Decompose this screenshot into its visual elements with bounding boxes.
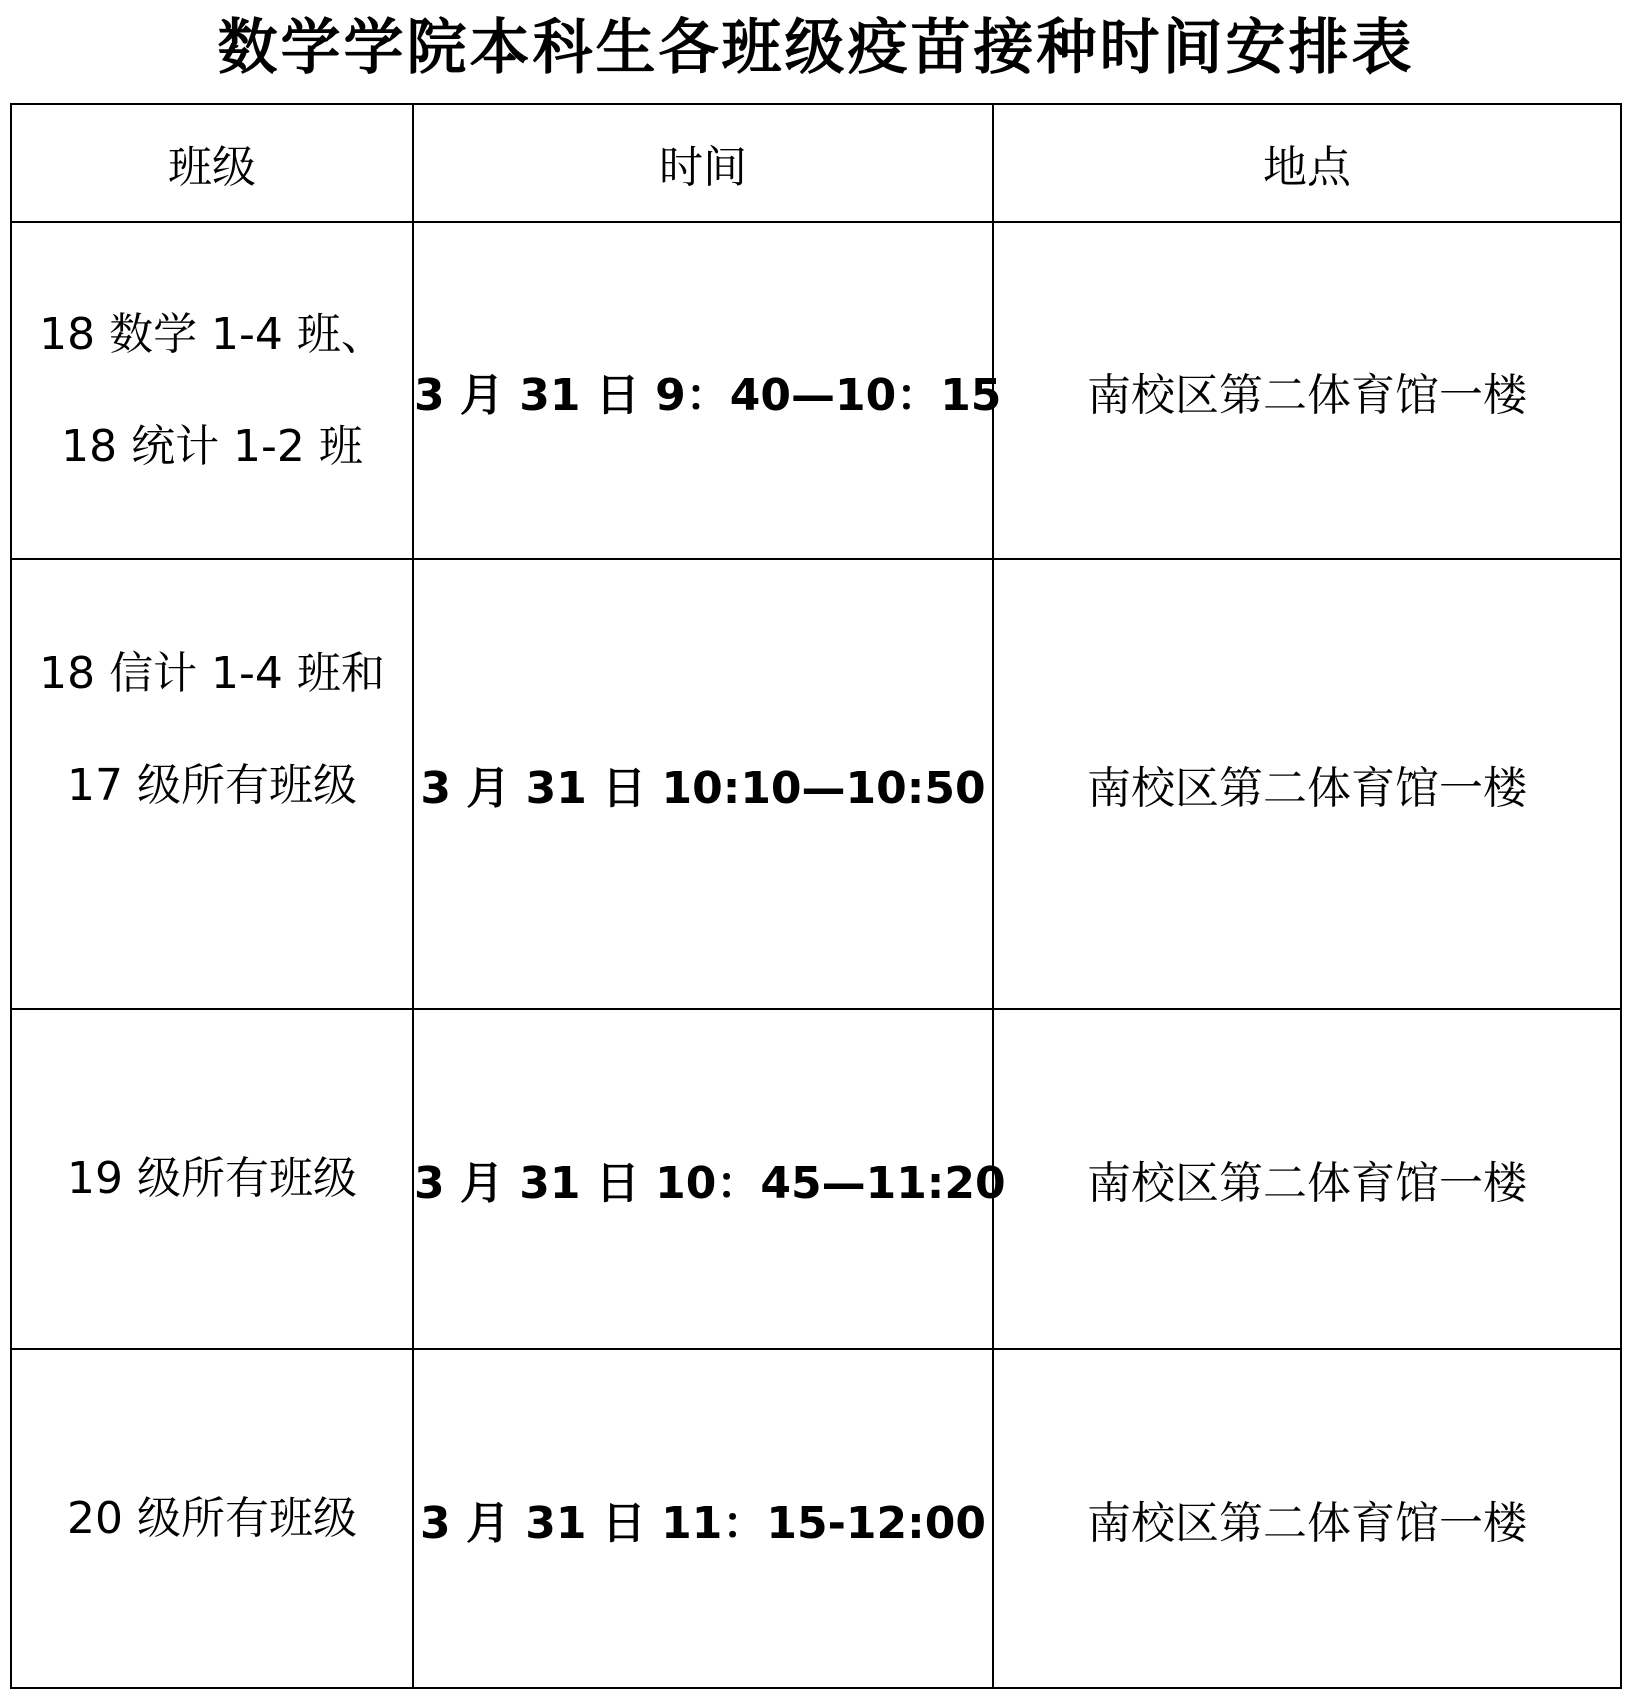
time-cell: 3 月 31 日 10:10—10:50 — [413, 559, 993, 1009]
class-line: 18 信计 1-4 班和 — [39, 648, 385, 699]
header-place: 地点 — [993, 104, 1621, 222]
table-row — [11, 222, 1621, 559]
table-row — [11, 1009, 1621, 1349]
time-cell: 3 月 31 日 9：40—10：15 — [413, 222, 993, 559]
place-cell: 南校区第二体育馆一楼 — [993, 1009, 1621, 1349]
class-cell — [11, 559, 413, 1009]
place-cell: 南校区第二体育馆一楼 — [993, 222, 1621, 559]
class-line: 19 级所有班级 — [67, 1153, 357, 1204]
header-time: 时间 — [413, 104, 993, 222]
header-row — [11, 104, 1621, 222]
time-cell: 3 月 31 日 10：45—11:20 — [413, 1009, 993, 1349]
time-cell: 3 月 31 日 11：15-12:00 — [413, 1349, 993, 1688]
table-row — [11, 1349, 1621, 1688]
page-title: 数学学院本科生各班级疫苗接种时间安排表 — [217, 13, 1415, 83]
place-cell: 南校区第二体育馆一楼 — [993, 1349, 1621, 1688]
vaccination-schedule-table — [10, 103, 1622, 1689]
class-cell — [11, 222, 413, 559]
header-class: 班级 — [11, 104, 413, 222]
class-line: 18 统计 1-2 班 — [61, 420, 363, 472]
table-row — [11, 559, 1621, 1009]
class-line: 20 级所有班级 — [67, 1492, 357, 1544]
place-cell: 南校区第二体育馆一楼 — [993, 559, 1621, 1009]
class-line: 17 级所有班级 — [67, 760, 357, 811]
class-cell — [11, 1349, 413, 1688]
class-cell — [11, 1009, 413, 1349]
class-line: 18 数学 1-4 班、 — [39, 308, 385, 360]
